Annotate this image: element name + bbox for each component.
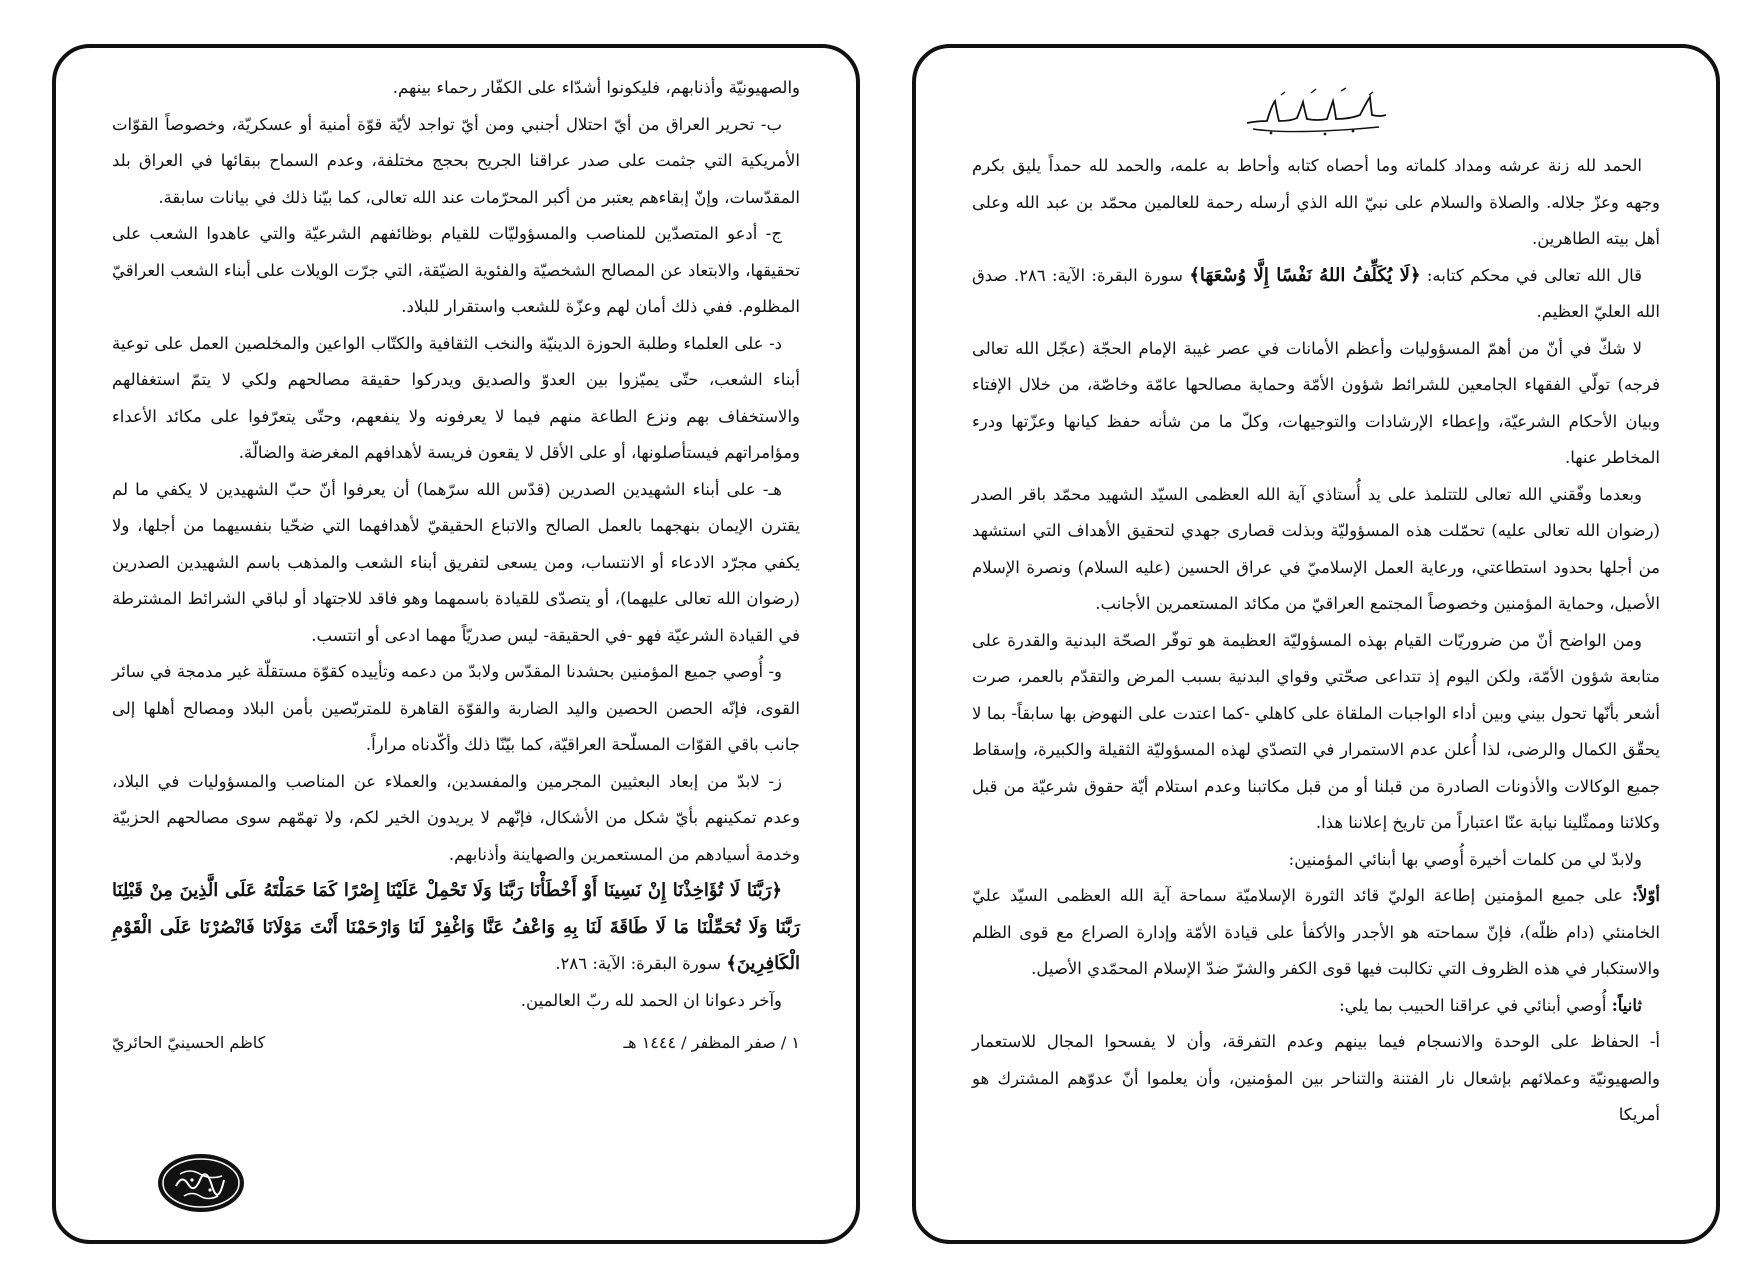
right-paragraph-hamd: الحمد لله زنة عرشه ومداد كلماته وما أحصاه كتابه وأحاط به علمه، والحمد لله حمداً يليق بكرم وجهه وعزّ جلاله. والصلاة والسلام على نبيّ الله الذي أرسله رحمة للعالمين محمّد بن عبد الله وعلى أهل بيته الطاهرين. bbox=[972, 156, 1660, 248]
first-text: على جميع المؤمنين إطاعة الوليّ قائد الثورة الإسلاميّة سماحة آية الله العظمى السيّد عليّ الخامنئي (دام ظلّه)، فإنّ سماحته هو الأجدر والأكفأ على قيادة الأمّة وإدارة الصراع مع قوى الظلم والاستكبار في هذه الظروف التي تكالبت فيها قوى الكفر والشرّ ضدّ الإسلام المحمّدي الأصيل. bbox=[972, 886, 1660, 978]
left-paragraph-j: ج- أدعو المتصدّين للمناصب والمسؤوليّات للقيام بوظائفهم الشرعيّة والتي عاهدوا الشعب على تحقيقها، والابتعاد عن المصالح الشخصيّة والفئوية الضيّقة، التي جرّت الويلات على أبناء الشعب العراقيّ المظلوم. ففي ذلك أمان لهم وعزّة للشعب واستقرار للبلاد. bbox=[112, 224, 800, 316]
right-page-text bbox=[972, 70, 1660, 1220]
closing-prayer: وآخر دعوانا ان الحمد لله ربّ العالمين. bbox=[520, 990, 782, 1010]
left-page bbox=[52, 44, 860, 1244]
right-page bbox=[912, 44, 1720, 1244]
quran-verse-baqara: ﴿لَا يُكَلِّفُ اللهُ نَفْسًا إِلَّا وُسْعَهَا﴾ bbox=[1189, 264, 1421, 286]
left-paragraph-d: د- على العلماء وطلبة الحوزة الدينيّة والنخب الثقافية والكتّاب الواعين والمخلصين العمل على توعية أبناء الشعب، حتّى يميّزوا بين العدوّ والصديق ويدركوا حقيقة مصالحهم ولكي لا يتمّ استغفالهم والاستخفاف بهم ونزع الطاعة منهم فيما لا يعرفونه ولا ينفعهم، وحتّى يتعرّفوا على مكائد الأعداء ومؤامراتهم فيستأصلونها، أو على الأقل لا يقعون فريسة لأهدافهم المغرضة والضالّة. bbox=[112, 333, 800, 462]
right-paragraph-first bbox=[972, 878, 1660, 988]
right-paragraph-health: ومن الواضح أنّ من ضروريّات القيام بهذه المسؤوليّة العظيمة هو توفّر الصحّة البدنية والقدرة على متابعة شؤون الأمّة، ولكن اليوم إذ تتداعى صحّتي وقواي البدنية بسبب المرض والتقدّم بالعمر، صرت أشعر بأنّها تحول بيني وبين أداء الواجبات الملقاة على كاهلي -كما اعتدت على النهوض بها سابقاً- بما لا يحقّق الكمال والرضى، لذا أُعلن عدم الاستمرار في التصدّي لهذه المسؤوليّة الثقيلة والكبيرة، وإسقاط جميع الوكالات والأذونات الصادرة من قبلنا أو من قبل مكاتبنا وعدم استلام أيّة حقوق شرعيّة من قبل وكلائنا وممثّلينا نيابة عنّا اعتباراً من تاريخ إعلاننا هذا. bbox=[972, 630, 1660, 832]
seal-icon bbox=[156, 1152, 246, 1214]
left-paragraph-w: و- أُوصي جميع المؤمنين بحشدنا المقدّس ولابدّ من دعمه وتأييده كقوّة مستقلّة غير مدمجة في سائر القوى، فإنّه الحصن الحصين واليد الضاربة والقوّة القاهرة للمتربّصين بأمن البلاد ومصالح أهلها إلى جانب باقي القوّات المسلّحة العراقيّة، كما بيّنّا ذلك وأكّدناه مراراً. bbox=[112, 662, 800, 754]
basmala-calligraphy bbox=[972, 70, 1660, 148]
date-text: ١ / صفر المظفر / ١٤٤٤ هـ bbox=[623, 1033, 800, 1052]
seal-graphic bbox=[156, 1152, 246, 1214]
signature-row bbox=[112, 1025, 800, 1062]
second-text: أُوصي أبنائي في عراقنا الحبيب بما يلي: bbox=[1339, 995, 1612, 1015]
quran-verse-paragraph bbox=[112, 873, 800, 983]
right-paragraph-responsibility: لا شكّ في أنّ من أهمّ المسؤوليات وأعظم الأمانات في عصر غيبة الإمام الحجّة (عجّل الله تعالى فرجه) تولّي الفقهاء الجامعين للشرائط شؤون الأمّة وحماية مصالحها عامّة وخاصّة، من خلال الإفتاء وبيان الأحكام الشرعيّة، وإعطاء الإرشادات والتوجيهات، وكلّ ما من شأنه حفظ كيانها وعزّتها ودرء المخاطر عنها. bbox=[972, 338, 1660, 467]
left-page-text bbox=[112, 70, 800, 1220]
left-paragraph-z: ز- لابدّ من إبعاد البعثيين المجرمين والمفسدين، والعملاء عن المناصب والمسؤوليات في البلاد، وعدم تمكينهم بأيّ شكل من الأشكال، فإنّهم لا يريدون الخير لكم، ولا تهمّهم سوى مصالحهم الحزبيّة وخدمة أسيادهم من المستعمرين والصهاينة وأذنابهم. bbox=[112, 771, 800, 864]
right-paragraph-verse bbox=[972, 258, 1660, 331]
left-paragraph-b: ب- تحرير العراق من أيّ احتلال أجنبي ومن أيّ تواجد لأيّة قوّة أمنية أو عسكريّة، وخصوصاً القوّات الأمريكية التي جثمت على صدر عراقنا الجريح بحجج مختلفة، وعدم السماح ببقائها في العراق بلد المقدّسات، وإنّ إبقاءهم يعتبر من أكبر المحرّمات عند الله تعالى، كما بيّنا ذلك في بيانات سابقة. bbox=[112, 114, 800, 207]
right-paragraph-second bbox=[972, 988, 1660, 1025]
quran-verse: ﴿رَبَّنَا لَا تُؤَاخِذْنَا إِنْ نَسِينَا أَوْ أَخْطَأْنَا رَبَّنَا وَلَا تَحْمِلْ عَلَيْنَا إِصْرًا كَمَا حَمَلْتَهُ عَلَى الَّذِينَ مِنْ قَبْلِنَا رَبَّنَا وَلَا تُحَمِّلْنَا مَا لَا طَاقَةَ لَنَا بِهِ وَاعْفُ عَنَّا وَاغْفِرْ لَنَا وَارْحَمْنَا أَنْتَ مَوْلَانَا فَانْصُرْنَا عَلَى الْقَوْمِ الْكَافِرِينَ﴾ bbox=[112, 880, 800, 974]
verse-ref-right: سورة البقرة: الآية: ٢٨٦. صدق الله العليّ العظيم. bbox=[972, 265, 1660, 321]
verse-intro: قال الله تعالى في محكم كتابه: bbox=[1420, 265, 1642, 285]
left-paragraph-1: والصهيونيّة وأذنابهم، فليكونوا أشدّاء على الكفّار رحماء بينهم. bbox=[392, 78, 800, 97]
left-paragraph-h: هـ- على أبناء الشهيدين الصدرين (قدّس الله سرّهما) أن يعرفوا أنّ حبّ الشهيدين لا يكفي ما لم يقترن الإيمان بنهجهما بالعمل الصالح والاتباع الحقيقيّ لأهدافهما التي ضحّيا بنفسيهما من أجلها، ولا يكفي مجرّد الادعاء أو الانتساب، ومن يسعى لتفريق أبناء الشعب والمذهب باسم الشهيدين الصدرين (رضوان الله تعالى عليهما)، أو يتصدّى للقيادة باسمهما وهو فاقد للاجتهاد أو لباقي الشرائط المشترطة في القيادة الشرعيّة فهو -في الحقيقة- ليس صدريّاً مهما ادعى أو انتسب. bbox=[112, 479, 800, 645]
verse-reference: سورة البقرة: الآية: ٢٨٦. bbox=[555, 954, 727, 973]
signature-name: كاظم الحسينيّ الحائريّ bbox=[112, 1033, 266, 1052]
second-label: ثانياً: bbox=[1611, 995, 1642, 1015]
right-paragraph-teacher: وبعدما وفّقني الله تعالى للتتلمذ على يد أُستاذي آية الله العظمى السيّد الشهيد محمّد باقر الصدر (رضوان الله تعالى عليه) تحمّلت هذه المسؤوليّة وبذلت قصارى جهدي لتحقيق الأهداف التي استشهد من أجلها بحدود استطاعتي، ورعاية العمل الإسلاميّ في عراق الحسين (عليه السلام) ونصرة الإسلام الأصيل، وحماية المؤمنين وخصوصاً المجتمع العراقيّ من مكائد المستعمرين الأجانب. bbox=[972, 484, 1660, 613]
first-label: أوّلاً: bbox=[1631, 886, 1660, 905]
right-paragraph-a: أ- الحفاظ على الوحدة والانسجام فيما بينهم وعدم التفرقة، وأن لا يفسحوا المجال للاستعمار والصهيونيّة وعملائهم بإشعال نار الفتنة والتناحر بين المؤمنين، وأن يعلموا أنّ عدوّهم المشترك هو أمريكا bbox=[972, 1032, 1660, 1124]
right-paragraph-advice: ولابدّ لي من كلمات أخيرة أُوصي بها أبنائي المؤمنين: bbox=[1288, 849, 1642, 869]
basmala-icon bbox=[1241, 79, 1391, 139]
